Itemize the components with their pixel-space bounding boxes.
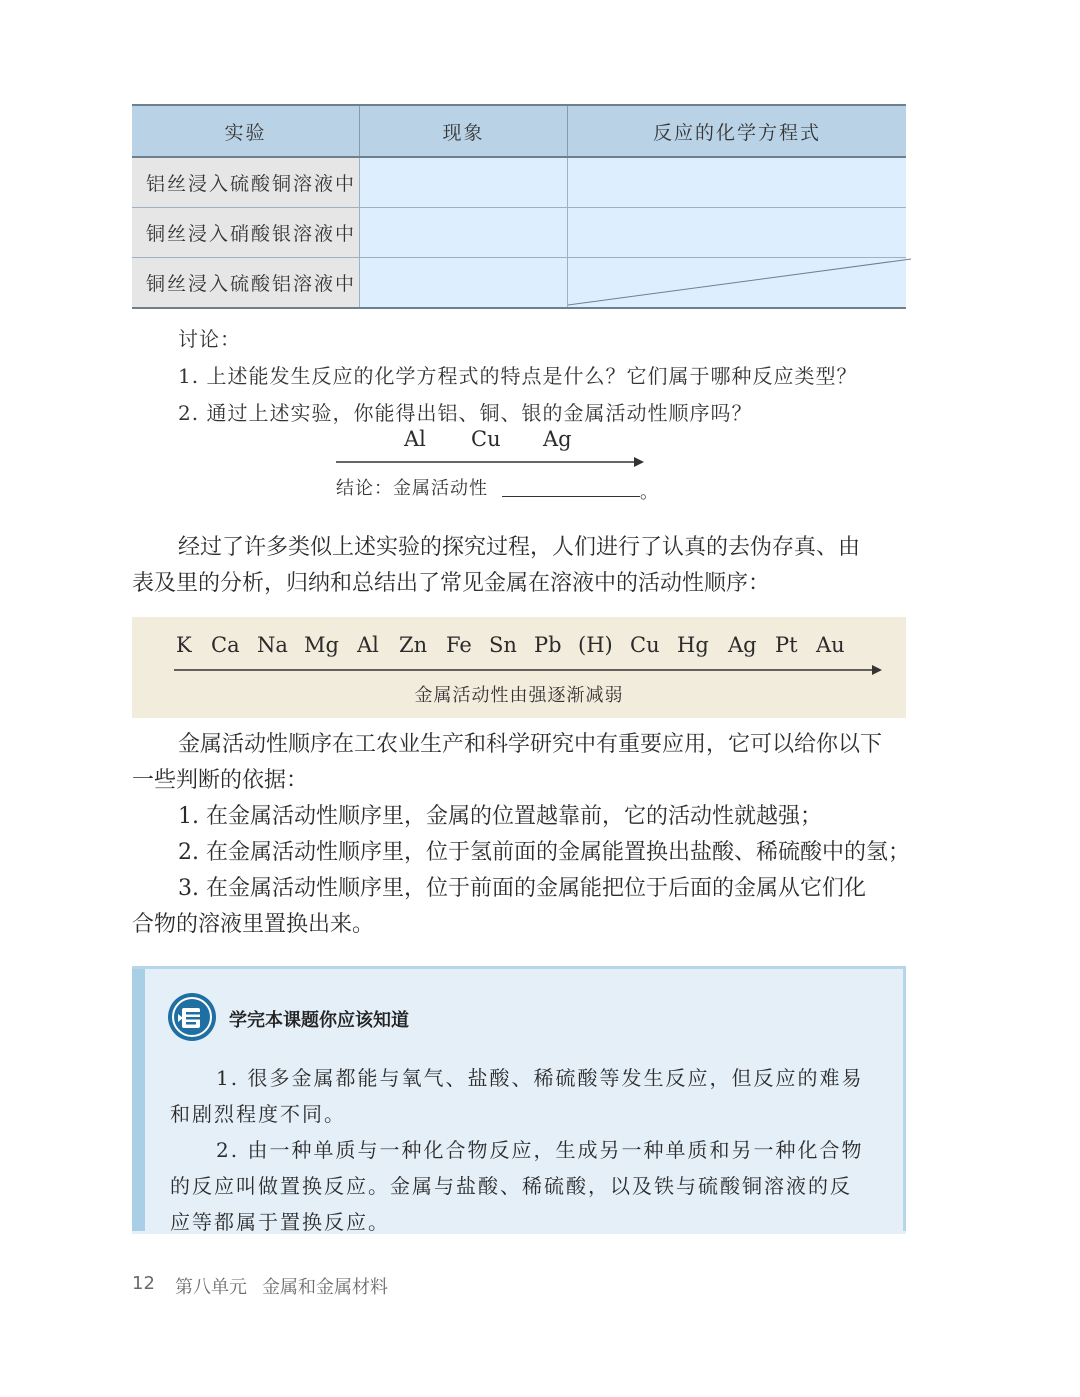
- table-row: [132, 208, 906, 258]
- discussion-question-2: 2. 通过上述实验，你能得出铝、铜、银的金属活动性顺序吗？: [178, 401, 753, 425]
- metal-ag: Ag: [543, 427, 572, 451]
- summary-box: [132, 966, 906, 1234]
- summary-point-2c: 应等都属于置换反应。: [170, 1210, 390, 1234]
- series-metal: Zn: [399, 633, 428, 657]
- metal-cu: Cu: [471, 427, 501, 451]
- row-label: 铜丝浸入硫酸铝溶液中: [132, 258, 360, 309]
- metal-al: Al: [404, 427, 426, 451]
- phenomenon-cell: [360, 157, 568, 208]
- phenomenon-cell: [360, 258, 568, 309]
- intro-line-1: 经过了许多类似上述实验的探究过程，人们进行了认真的去伪存真、由: [178, 535, 861, 560]
- series-metal: Ag: [728, 633, 757, 657]
- applications-line-1: 金属活动性顺序在工农业生产和科学研究中有重要应用，它可以给你以下: [178, 732, 883, 757]
- discussion-arrow: [336, 455, 646, 469]
- applications-point-3a: 3. 在金属活动性顺序里，位于前面的金属能把位于后面的金属从它们化: [178, 876, 866, 901]
- summary-point-1b: 和剧烈程度不同。: [170, 1102, 346, 1126]
- equation-cell: [568, 157, 907, 208]
- applications-point-2: 2. 在金属活动性顺序里，位于氢前面的金属能置换出盐酸、稀硫酸中的氢；: [178, 840, 910, 865]
- discussion-title: 讨论：: [178, 327, 241, 351]
- header-phenomenon: 现象: [360, 105, 568, 157]
- diagonal-line: [568, 258, 911, 306]
- discussion-question-1: 1. 上述能发生反应的化学方程式的特点是什么？它们属于哪种反应类型？: [178, 364, 858, 388]
- applications-point-3b: 合物的溶液里置换出来。: [132, 912, 375, 937]
- summary-point-2a: 2. 由一种单质与一种化合物反应，生成另一种单质和另一种化合物: [216, 1138, 864, 1162]
- series-metal: Hg: [677, 633, 709, 657]
- summary-point-1a: 1. 很多金属都能与氧气、盐酸、稀硫酸等发生反应，但反应的难易: [216, 1066, 864, 1090]
- conclusion-period: 。: [640, 482, 658, 503]
- series-metal: K: [176, 633, 192, 657]
- series-metal: Au: [816, 633, 845, 657]
- summary-point-2b: 的反应叫做置换反应。金属与盐酸、稀硫酸，以及铁与硫酸铜溶液的反: [170, 1174, 852, 1198]
- applications-point-1: 1. 在金属活动性顺序里，金属的位置越靠前，它的活动性就越强；: [178, 804, 822, 829]
- knowledge-icon: [167, 992, 217, 1042]
- conclusion-blank: [502, 496, 640, 497]
- summary-left-bar: [132, 969, 145, 1231]
- series-metal: Pb: [534, 633, 562, 657]
- row-label: 铝丝浸入硫酸铜溶液中: [132, 157, 360, 208]
- footer-chapter: 金属和金属材料: [262, 1277, 388, 1298]
- series-metal: Pt: [775, 633, 798, 657]
- experiment-table: [132, 104, 906, 309]
- equation-cell: [568, 208, 907, 258]
- activity-series-band: [132, 617, 906, 718]
- series-arrow: [174, 663, 884, 677]
- applications-line-2: 一些判断的依据：: [132, 768, 309, 793]
- series-caption: 金属活动性由强逐渐减弱: [414, 685, 624, 706]
- series-metal: (H): [578, 633, 613, 657]
- series-metal: Cu: [630, 633, 660, 657]
- series-metal: Al: [357, 633, 379, 657]
- summary-title: 学完本课题你应该知道: [229, 1010, 409, 1031]
- summary-right-bar: [903, 969, 906, 1231]
- series-metal: Sn: [489, 633, 517, 657]
- row-label: 铜丝浸入硝酸银溶液中: [132, 208, 360, 258]
- table-row: [132, 157, 906, 208]
- page-number: 12: [132, 1273, 155, 1294]
- header-experiment: 实验: [132, 105, 360, 157]
- phenomenon-cell: [360, 208, 568, 258]
- intro-line-2: 表及里的分析，归纳和总结出了常见金属在溶液中的活动性顺序：: [132, 571, 771, 596]
- header-equation: 反应的化学方程式: [568, 105, 907, 157]
- series-metal: Fe: [446, 633, 472, 657]
- footer-unit: 第八单元: [175, 1277, 247, 1298]
- conclusion-label: 结论：金属活动性: [336, 478, 488, 499]
- table-header-row: [132, 105, 906, 157]
- series-metal: Mg: [304, 633, 339, 657]
- series-metal: Na: [257, 633, 288, 657]
- equation-cell-slashed: [568, 258, 907, 309]
- series-metal: Ca: [211, 633, 240, 657]
- table-row: [132, 258, 906, 309]
